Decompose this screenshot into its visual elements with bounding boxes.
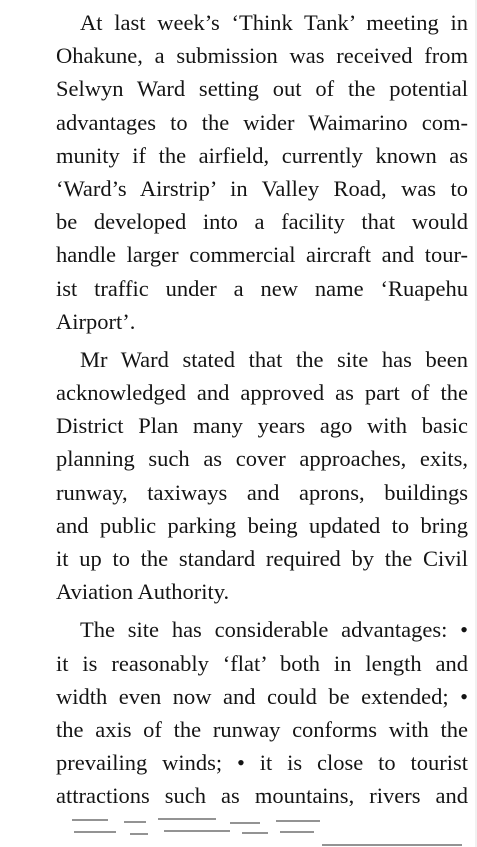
paragraph-line: and public parking being updated to bring (56, 512, 468, 538)
paragraph-line: Selwyn Ward setting out of the potential (56, 76, 468, 102)
paragraph-line: be developed into a facility that would (56, 209, 468, 235)
paragraph-line: prevailing winds; • it is close to tourist (56, 750, 468, 776)
paragraph-line: Ohakune, a submission was received from (56, 43, 468, 69)
paragraph-line: width even now and could be extended; • (56, 683, 468, 709)
paragraph-line: Mr Ward stated that the site has been (80, 346, 468, 372)
paragraph-line: Airport’. (56, 308, 136, 334)
paragraph-1 (56, 6, 468, 338)
paragraph-line: attractions such as mountains, rivers and (56, 783, 468, 809)
paragraph-line: it up to the standard required by the Civil (56, 546, 468, 571)
paragraph-line: handle larger commercial aircraft and tour- (56, 242, 468, 268)
paragraph-line: The site has considerable advantages: • (80, 617, 468, 643)
paragraph-line: munity if the airfield, currently known as (56, 142, 468, 168)
paragraph-line: ist traffic under a new name ‘Ruapehu (56, 275, 468, 301)
paragraph-line: At last week’s ‘Think Tank’ meeting in (80, 10, 468, 35)
paragraph-3 (56, 613, 468, 812)
paragraph-line: Aviation Authority. (56, 579, 230, 605)
paragraph-line: acknowledged and approved as part of the (56, 380, 468, 406)
article-column (56, 6, 468, 813)
paragraph-2 (56, 343, 468, 609)
paragraph-line: ‘Ward’s Airstrip’ in Valley Road, was to (56, 175, 468, 201)
paragraph-line: planning such as cover approaches, exits, (56, 446, 468, 472)
paragraph-line: the axis of the runway conforms with the (56, 716, 468, 742)
paragraph-line: advantages to the wider Waimarino com- (56, 109, 468, 135)
paragraph-line: District Plan many years ago with basic (56, 413, 468, 439)
paragraph-line: it is reasonably ‘flat’ both in length and (56, 650, 468, 676)
paragraph-line: runway, taxiways and aprons, buildings (56, 479, 468, 505)
scan-artifact-garbled-line (60, 811, 470, 847)
